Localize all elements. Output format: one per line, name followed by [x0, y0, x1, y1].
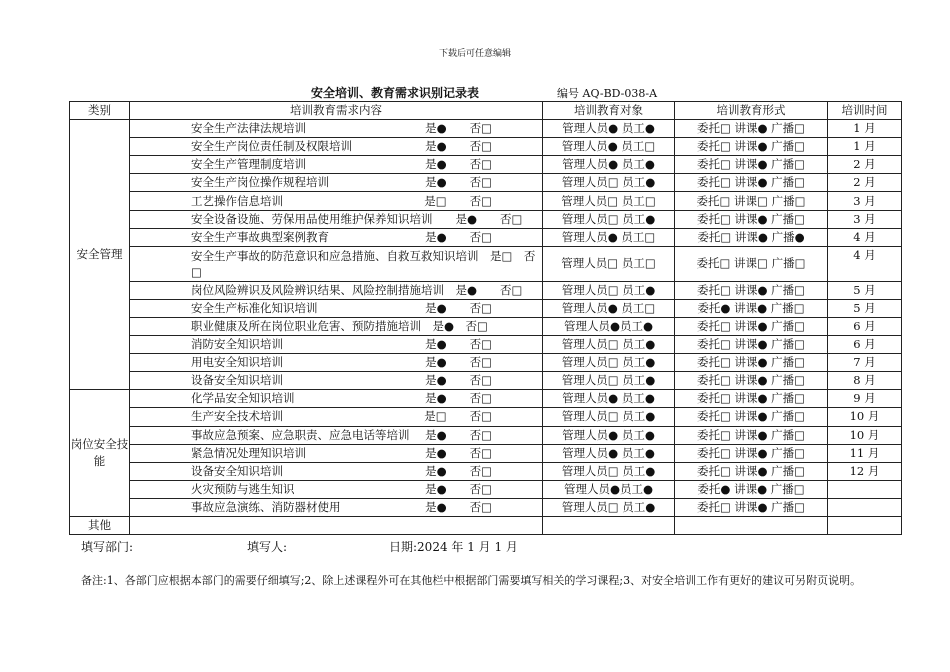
form-cell[interactable]: 委托□ 讲课● 广播□ [675, 372, 828, 390]
target-cell[interactable]: 管理人员● 员工● [543, 426, 675, 444]
row-content[interactable] [130, 228, 543, 246]
row-content[interactable] [130, 462, 543, 480]
target-cell[interactable]: 管理人员●员工● [543, 317, 675, 335]
need-text: 事故应急演练、消防器材使用 [191, 499, 341, 514]
target-cell[interactable]: 管理人员□ 员工□ [543, 246, 675, 281]
table-row [70, 462, 902, 480]
need-text: 安全生产事故典型案例教育 [191, 229, 329, 244]
time-cell[interactable]: 4 月 [828, 228, 902, 246]
time-cell[interactable]: 12 月 [828, 462, 902, 480]
need-text: 职业健康及所在岗位职业危害、预防措施培训 是● 否□ [191, 318, 488, 333]
target-cell[interactable]: 管理人员□ 员工● [543, 408, 675, 426]
target-cell[interactable]: 管理人员□ 员工● [543, 462, 675, 480]
time-cell[interactable]: 4 月 [828, 246, 902, 281]
table-row-other [70, 516, 902, 534]
yes-no-choice: 是● 否□ [425, 121, 492, 136]
yes-no-choice: 是● 否□ [425, 481, 492, 496]
table-row [70, 210, 902, 228]
row-content[interactable] [130, 426, 543, 444]
yes-no-choice: 是● 否□ [425, 300, 492, 315]
form-cell[interactable]: 委托● 讲课● 广播□ [675, 299, 828, 317]
form-cell[interactable]: 委托□ 讲课● 广播□ [675, 462, 828, 480]
target-cell[interactable]: 管理人员● 员工● [543, 156, 675, 174]
target-cell[interactable]: 管理人员□ 员工● [543, 281, 675, 299]
need-text: 安全生产法律法规培训 [191, 121, 306, 136]
remark-note: 备注:1、各部门应根据本部门的需要仔细填写;2、除上述课程外可在其他栏中根据部门需要填写相关的学习课程;3、对安全培训工作有更好的建议可另附页说明。 [81, 574, 862, 587]
yes-no-choice: 是● 否□ [425, 391, 492, 406]
yes-no-choice: 是● 否□ [425, 355, 492, 370]
need-text: 事故应急预案、应急职责、应急电话等培训 [191, 427, 410, 442]
table-row [70, 426, 902, 444]
table-row [70, 372, 902, 390]
form-cell[interactable] [675, 516, 828, 534]
need-text: 安全生产标准化知识培训 [191, 300, 318, 315]
row-content[interactable] [130, 444, 543, 462]
category-safety-management: 安全管理 [70, 120, 130, 390]
category-post-safety-skills: 岗位安全技能 [70, 390, 130, 517]
table-row [70, 336, 902, 354]
yes-no-choice: 是● 否□ [425, 427, 492, 442]
target-cell[interactable]: 管理人员□ 员工□ [543, 192, 675, 210]
yes-no-choice: 是● 否□ [425, 229, 492, 244]
row-content[interactable] [130, 336, 543, 354]
form-cell[interactable]: 委托□ 讲课□ 广播□ [675, 246, 828, 281]
time-cell[interactable] [828, 516, 902, 534]
need-text: 用电安全知识培训 [191, 355, 283, 370]
table-row [70, 192, 902, 210]
need-text: 生产安全技术培训 [191, 409, 283, 424]
yes-no-choice: 是● 否□ [425, 139, 492, 154]
table-row [70, 156, 902, 174]
table-row [70, 299, 902, 317]
need-text: 设备安全知识培训 [191, 463, 283, 478]
header-note: 下载后可任意编辑 [438, 49, 511, 59]
col-header-category: 类别 [70, 102, 130, 120]
time-cell[interactable]: 1 月 [828, 120, 902, 138]
time-cell[interactable]: 6 月 [828, 336, 902, 354]
yes-no-choice: 是● 否□ [425, 175, 492, 190]
need-text: 安全生产岗位责任制及权限培训 [191, 139, 352, 154]
date-label: 日期:2024 年 1 月 1 月 [389, 540, 518, 554]
need-text: 火灾预防与逃生知识 [191, 481, 295, 496]
table-header-row [70, 102, 902, 120]
form-cell[interactable]: 委托□ 讲课● 广播□ [675, 210, 828, 228]
need-text: 紧急情况处理知识培训 [191, 445, 306, 460]
table-row [70, 317, 902, 335]
category-other: 其他 [70, 516, 130, 534]
yes-no-choice: 是□ 否□ [424, 193, 492, 208]
row-content[interactable] [130, 408, 543, 426]
target-cell[interactable]: 管理人员□ 员工● [543, 210, 675, 228]
need-text: 设备安全知识培训 [191, 373, 283, 388]
need-text: 化学品安全知识培训 [191, 391, 295, 406]
need-text: 安全设备设施、劳保用品使用维护保养知识培训 是● 否□ [191, 211, 523, 226]
form-cell[interactable]: 委托□ 讲课● 广播□ [675, 138, 828, 156]
target-cell[interactable]: 管理人员□ 员工● [543, 174, 675, 192]
table-row [70, 120, 902, 138]
form-code: 编号 AQ-BD-038-A [557, 87, 658, 100]
target-cell[interactable]: 管理人员□ 员工● [543, 354, 675, 372]
form-cell[interactable]: 委托□ 讲课● 广播□ [675, 336, 828, 354]
form-cell[interactable]: 委托□ 讲课● 广播□ [675, 120, 828, 138]
row-content[interactable] [130, 498, 543, 516]
table-row [70, 138, 902, 156]
time-cell[interactable]: 6 月 [828, 317, 902, 335]
time-cell[interactable]: 8 月 [828, 372, 902, 390]
form-cell[interactable]: 委托□ 讲课● 广播□ [675, 281, 828, 299]
time-cell[interactable] [828, 480, 902, 498]
time-cell[interactable]: 1 月 [828, 138, 902, 156]
table-row [70, 444, 902, 462]
row-content[interactable] [130, 120, 543, 138]
need-text: 工艺操作信息培训 [191, 193, 283, 208]
need-text: 消防安全知识培训 [191, 337, 283, 352]
table-row [70, 480, 902, 498]
yes-no-choice: 是● 否□ [425, 337, 492, 352]
need-text: 安全生产岗位操作规程培训 [191, 175, 329, 190]
yes-no-choice: 是□ 否□ [424, 409, 492, 424]
target-cell[interactable]: 管理人员●员工● [543, 480, 675, 498]
form-cell[interactable]: 委托□ 讲课● 广播● [675, 228, 828, 246]
time-cell[interactable]: 10 月 [828, 426, 902, 444]
need-text: 岗位风险辨识及风险辨识结果、风险控制措施培训 是● 否□ [191, 282, 523, 297]
yes-no-choice: 是● 否□ [425, 499, 492, 514]
row-content[interactable] [130, 372, 543, 390]
target-cell[interactable]: 管理人员● 员工□ [543, 138, 675, 156]
row-content[interactable] [130, 299, 543, 317]
time-cell[interactable]: 11 月 [828, 444, 902, 462]
time-cell[interactable] [828, 498, 902, 516]
time-cell[interactable]: 2 月 [828, 174, 902, 192]
time-cell[interactable]: 2 月 [828, 156, 902, 174]
target-cell[interactable] [543, 516, 675, 534]
col-header-target: 培训教育对象 [543, 102, 675, 120]
row-content[interactable] [130, 192, 543, 210]
form-cell[interactable]: 委托□ 讲课□ 广播□ [675, 192, 828, 210]
table-row [70, 281, 902, 299]
col-header-content: 培训教育需求内容 [130, 102, 543, 120]
row-content[interactable] [130, 480, 543, 498]
time-cell[interactable]: 9 月 [828, 390, 902, 408]
form-cell[interactable]: 委托□ 讲课● 广播□ [675, 174, 828, 192]
form-cell[interactable]: 委托□ 讲课● 广播□ [675, 317, 828, 335]
row-content[interactable] [130, 354, 543, 372]
time-cell[interactable]: 5 月 [828, 281, 902, 299]
table-row [70, 354, 902, 372]
row-content[interactable] [130, 210, 543, 228]
target-cell[interactable]: 管理人员● 员工● [543, 120, 675, 138]
form-cell[interactable]: 委托□ 讲课● 广播□ [675, 426, 828, 444]
target-cell[interactable]: 管理人员● 员工● [543, 390, 675, 408]
row-content[interactable] [130, 174, 543, 192]
form-cell[interactable]: 委托□ 讲课● 广播□ [675, 390, 828, 408]
time-cell[interactable]: 3 月 [828, 192, 902, 210]
form-title: 安全培训、教育需求识别记录表 [311, 86, 480, 100]
table-row [70, 390, 902, 408]
form-cell[interactable]: 委托□ 讲课● 广播□ [675, 408, 828, 426]
time-cell[interactable]: 10 月 [828, 408, 902, 426]
row-content[interactable]: 安全生产事故的防范意识和应急措施、自救互救知识培训 是□ 否□ [130, 246, 543, 281]
yes-no-choice: 是● 否□ [425, 463, 492, 478]
col-header-form: 培训教育形式 [675, 102, 828, 120]
target-cell[interactable]: 管理人员● 员工● [543, 444, 675, 462]
target-cell[interactable]: 管理人员□ 员工● [543, 498, 675, 516]
target-cell[interactable]: 管理人员● 员工□ [543, 299, 675, 317]
form-cell[interactable]: 委托□ 讲课● 广播□ [675, 354, 828, 372]
table-row [70, 246, 902, 281]
time-cell[interactable]: 5 月 [828, 299, 902, 317]
table-row [70, 408, 902, 426]
row-content[interactable] [130, 156, 543, 174]
target-cell[interactable]: 管理人员□ 员工● [543, 372, 675, 390]
row-content[interactable] [130, 281, 543, 299]
time-cell[interactable]: 3 月 [828, 210, 902, 228]
time-cell[interactable]: 7 月 [828, 354, 902, 372]
row-content[interactable] [130, 317, 543, 335]
table-row [70, 498, 902, 516]
yes-no-choice: 是● 否□ [425, 445, 492, 460]
row-content[interactable] [130, 516, 543, 534]
target-cell[interactable]: 管理人员□ 员工● [543, 336, 675, 354]
table-row [70, 174, 902, 192]
form-cell[interactable]: 委托● 讲课● 广播□ [675, 480, 828, 498]
col-header-time: 培训时间 [828, 102, 902, 120]
training-needs-table [69, 101, 902, 535]
yes-no-choice: 是● 否□ [425, 373, 492, 388]
dept-label: 填写部门: [81, 540, 134, 554]
yes-no-choice: 是● 否□ [425, 157, 492, 172]
writer-label: 填写人: [247, 540, 288, 554]
target-cell[interactable]: 管理人员● 员工□ [543, 228, 675, 246]
row-content[interactable] [130, 138, 543, 156]
form-cell[interactable]: 委托□ 讲课● 广播□ [675, 498, 828, 516]
need-text: 安全生产管理制度培训 [191, 157, 306, 172]
form-cell[interactable]: 委托□ 讲课● 广播□ [675, 444, 828, 462]
form-cell[interactable]: 委托□ 讲课● 广播□ [675, 156, 828, 174]
table-row [70, 228, 902, 246]
row-content[interactable] [130, 390, 543, 408]
